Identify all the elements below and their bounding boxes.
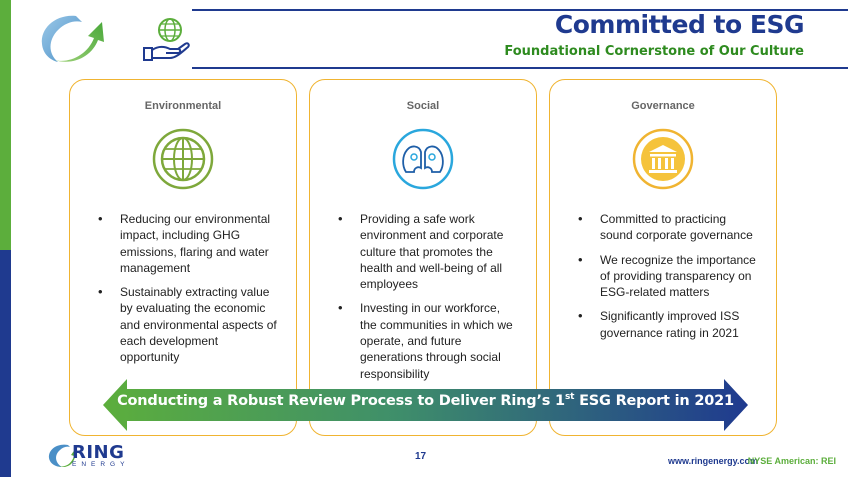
banner-text-end: ESG Report in 2021 (574, 392, 734, 409)
left-accent-blue (0, 250, 11, 477)
footer-url-link[interactable]: www.ringenergy.com (667, 456, 758, 466)
column-heading: Environmental (144, 100, 222, 112)
banner-text (103, 392, 748, 409)
bullet-item: • Investing in our workforce, the communities in which we operate, and future generations through social responsibility (338, 300, 520, 381)
environmental-bullets (98, 211, 280, 374)
footer-logo-word: RING (72, 442, 125, 463)
footer-logo-sub: ENERGY (72, 461, 130, 468)
page-number: 17 (415, 451, 427, 462)
governance-bullets (578, 211, 760, 349)
bullet-item: • Sustainably extracting value by evaluating the economic and environmental aspects of each development opportunity (98, 284, 280, 365)
page-title: Committed to ESG (554, 10, 804, 39)
institution-icon (632, 128, 694, 190)
bullet-item: • Committed to practicing sound corporate governance (578, 211, 760, 244)
globe-icon (152, 128, 214, 190)
bullet-item: • Reducing our environmental impact, including GHG emissions, flaring and water management (98, 211, 280, 276)
bullet-item: • Providing a safe work environment and corporate culture that promotes the health and well-being of all employees (338, 211, 520, 292)
footer-ticker: NYSE American: REI (747, 456, 836, 466)
hand-globe-icon (140, 14, 192, 64)
banner-superscript: st (564, 392, 575, 402)
page-subtitle: Foundational Cornerstone of Our Culture (504, 44, 804, 59)
bullet-item: • Significantly improved ISS governance rating in 2021 (578, 308, 760, 341)
bullet-item: • We recognize the importance of providing transparency on ESG-related matters (578, 252, 760, 301)
left-accent-green (0, 0, 11, 250)
left-accent-bar (0, 0, 11, 477)
banner-text-main: Conducting a Robust Review Process to Deliver Ring’s 1 (117, 392, 565, 409)
people-icon (392, 128, 454, 190)
column-heading: Governance (631, 100, 695, 112)
ring-logo-mark-icon (36, 10, 108, 65)
header-bottom-rule (192, 67, 848, 69)
column-heading: Social (406, 100, 440, 112)
social-bullets (338, 211, 520, 390)
